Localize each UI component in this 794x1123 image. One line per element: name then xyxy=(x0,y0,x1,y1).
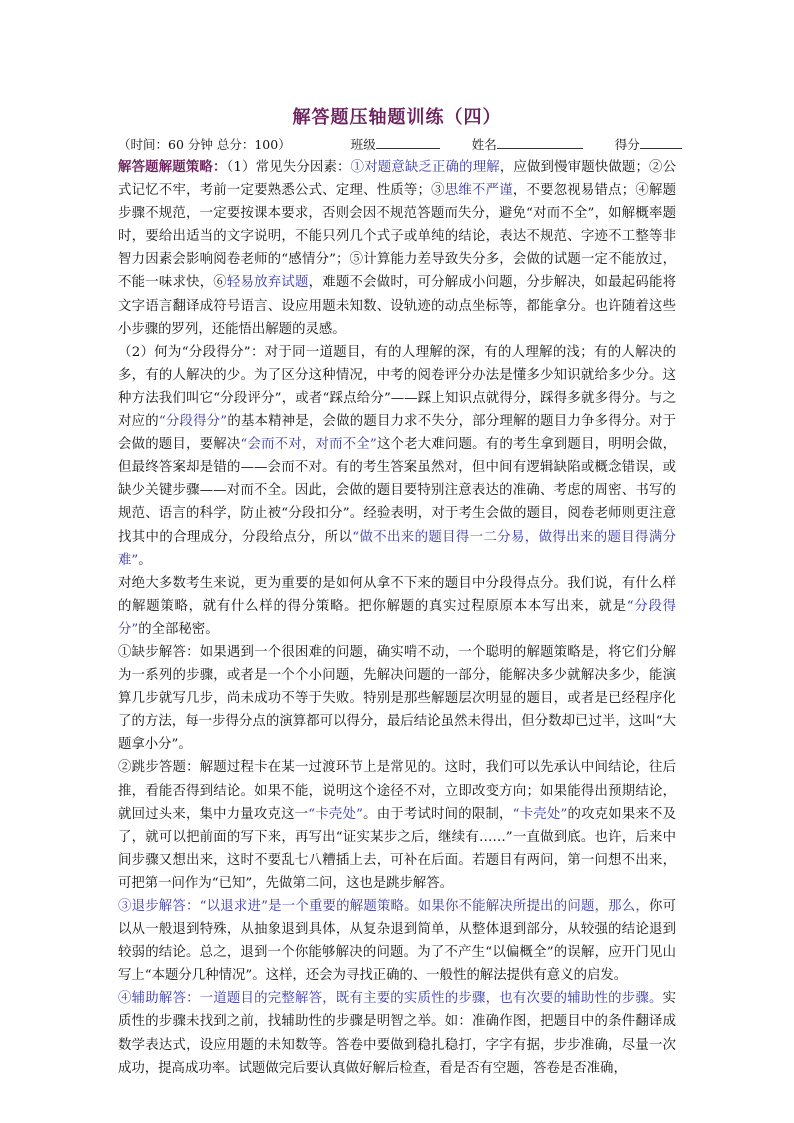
name-label: 姓名 xyxy=(471,137,497,152)
paragraph-skip-step xyxy=(118,756,676,895)
score-label: 得分 xyxy=(614,137,640,152)
paragraph-majority xyxy=(118,572,676,641)
text-run: 。由于考试时间的限制， xyxy=(362,806,513,822)
text-run: （2）何为“分段得分”：对于同一道题目，有的人理解的深，有的人理解的浅；有的人解决的多，有的人解决的少。为了区分这种情况，中考的阅卷评分办法是懂多少知识就给多少分。这种方法我们叫它“分段评分”，或者“踩点给分”——踩上知识点就得分，踩得多就多得分。与之对应的 xyxy=(118,344,676,430)
text-run: 的攻克如果来不及了，就可以把前面的写下来，再写出“证实某步之后，继续有……”一直做到底。也许，后来中间步骤又想出来，这时不要乱七八糟插上去，可补在后面。若题目有两问，第一问想不出来，可把第一问作为“已知”，先做第二问，这也是跳步解答。 xyxy=(118,806,677,891)
document-page xyxy=(118,100,676,1080)
text-run: 的全部秘密。 xyxy=(138,621,219,637)
emphasis-run: 轻易放弃试题 xyxy=(226,275,309,291)
text-run: ，应做到慢审题快做题；②公式记忆不牢，考前一定要熟悉公式、定理、性质等；③ xyxy=(118,160,677,199)
text-run: 这个老大难问题。有的考生拿到题目，明明会做，但最终答案却是错的——会而不对。有的考生答案虽然对，但中间有逻辑缺陷或概念错误，或缺少关键步骤——对而不全。因此，会做的题目要特别注意表达的准确、考虑的周密、书写的规范、语言的科学，防止被“分段扣分”。经验表明，对于考生会做的题目，阅卷老师则更注意找其中的合理成分，分段给点分，所以 xyxy=(118,437,676,545)
class-label: 班级 xyxy=(350,137,376,152)
text-run: ，难题不会做时，可分解成小问题，分步解决，如最起码能将文字语言翻译成符号语言、设应用题未知数、设轨迹的动点坐标等，都能拿分。也许随着这些小步骤的罗列，还能悟出解题的灵感。 xyxy=(118,275,677,337)
paragraph-segment-score xyxy=(118,341,676,572)
emphasis-run: “卡壳处” xyxy=(512,806,568,822)
text-run: 实质性的步骤未找到之前，找辅助性的步骤是明智之举。如：准确作图，把题目中的条件翻译成数学表达式，设应用题的未知数等。答卷中要做到稳扎稳打，字字有据，步步准确，尽量一次成功，提高成功率。试题做完后要认真做好解后检查，看是否有空题，答卷是否准确， xyxy=(118,991,676,1076)
paragraph-strategy xyxy=(118,156,676,341)
text-run: 的基本精神是，会做的题目力求不失分，部分理解的题目力争多得分。对于会做的题目，要解决 xyxy=(118,414,676,453)
strategy-heading: 解答题解题策略： xyxy=(118,159,227,175)
emphasis-run: “分段得分” xyxy=(158,414,228,430)
text-run: 。 xyxy=(138,552,152,568)
emphasis-run: “分段得分” xyxy=(118,598,676,637)
text-run: ，不要忽视易错点；④解题步骤不规范，一定要按课本要求，否则会因不规范答题而失分，避免“对而不全”，如解概率题时，要给出适当的文字说明，不能只列几个式子或单纯的结论，表达不规范、字迹不工整等非智力因素会影响阅卷老师的“感情分”；⑤计算能力差导致失分多，会做的试题一定不能放过，不能一味求快，⑥ xyxy=(118,183,677,291)
text-run: ②跳步答题：解题过程卡在某一过渡环节上是常见的。这时，我们可以先承认中间结论，往后推，看能否得到结论。如果不能，说明这个途径不对，立即改变方向；如果能得出预期结论，就回过头来，集中力量攻克这一 xyxy=(118,760,676,822)
score-blank[interactable] xyxy=(640,134,682,149)
emphasis-run: “会而不对，对而不全” xyxy=(240,437,377,453)
text-run: 你可以从一般退到特殊，从抽象退到具体，从复杂退到简单，从整体退到部分，从较强的结论退到较弱的结论。总之，退到一个你能够解决的问题。为了不产生“以偏概全”的误解，应开门见山写上“本题分几种情况”。这样，还会为寻找正确的、一般性的解法提供有意义的启发。 xyxy=(118,899,676,984)
text-run: （1）常见失分因素： xyxy=(226,160,351,175)
emphasis-run: “做不出来的题目得一二分易，做得出来的题目得满分难” xyxy=(118,529,676,568)
emphasis-run: ④辅助解答：一道题目的完整解答，既有主要的实质性的步骤，也有次要的辅助性的步骤。 xyxy=(118,991,663,1007)
exam-info-line xyxy=(118,134,676,156)
name-blank[interactable] xyxy=(497,134,583,149)
text-run: ①缺步解答：如果遇到一个很困难的问题，确实啃不动，一个聪明的解题策略是，将它们分解为一系列的步骤，或者是一个个小问题，先解决问题的一部分，能解决多少就解决多少，能演算几步就写几步，尚未成功不等于失败。特别是那些解题层次明显的题目，或者是已经程序化了的方法，每一步得分点的演算都可以得分，最后结论虽然未得出，但分数却已过半，这叫“大题拿小分”。 xyxy=(118,644,676,753)
page-title: 解答题压轴题训练（四） xyxy=(292,107,502,128)
emphasis-run: “卡壳处” xyxy=(308,806,363,822)
paragraph-step-back xyxy=(118,895,676,987)
paragraph-missing-step xyxy=(118,641,676,756)
time-info: （时间：60 分钟 总分：100） xyxy=(118,137,291,152)
class-blank[interactable] xyxy=(376,134,440,149)
paragraph-auxiliary xyxy=(118,987,676,1079)
emphasis-run: 思维不严谨 xyxy=(444,183,513,199)
emphasis-run: ③退步解答：“以退求进”是一个重要的解题策略。如果你不能解决所提出的问题，那么， xyxy=(118,899,649,914)
text-run: 对绝大多数考生来说，更为重要的是如何从拿不下来的题目中分段得点分。我们说，有什么样的解题策略，就有什么样的得分策略。把你解题的真实过程原原本本写出来，就是 xyxy=(118,575,676,614)
emphasis-run: ①对题意缺乏正确的理解 xyxy=(350,160,500,175)
